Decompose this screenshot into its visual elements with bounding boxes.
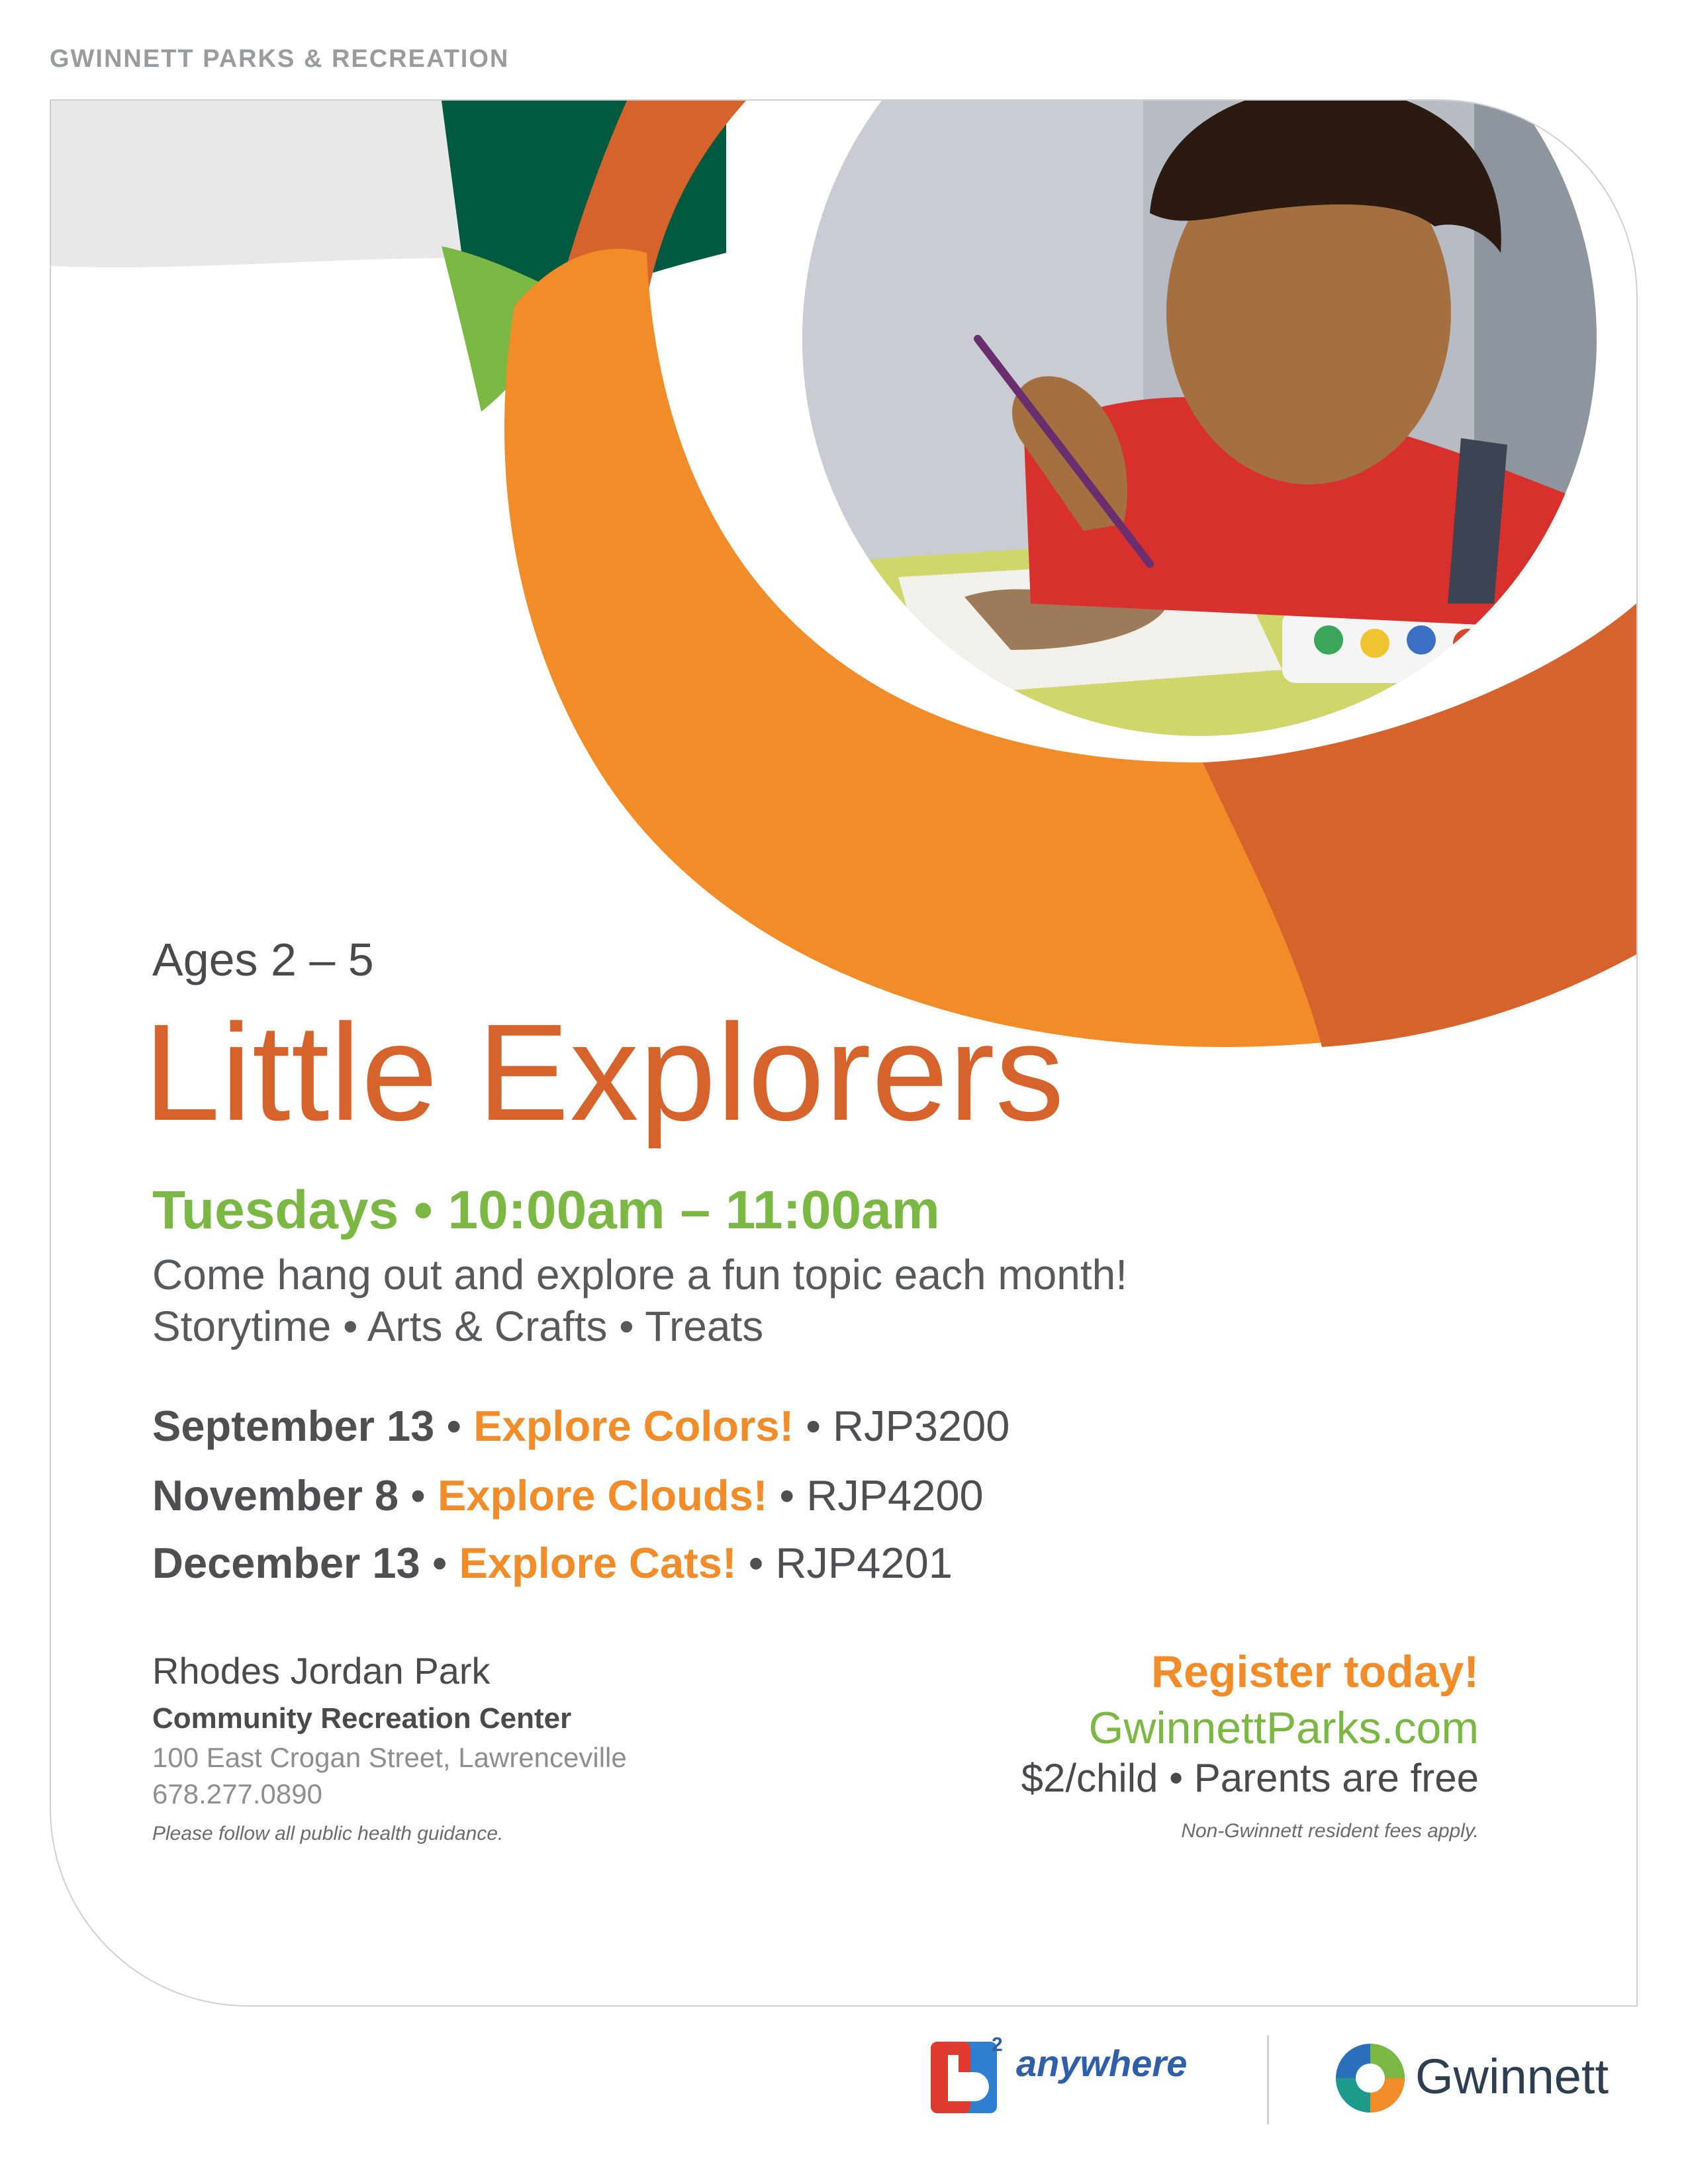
event-date: November 8 bbox=[152, 1471, 399, 1520]
location-address: 100 East Crogan Street, Lawrenceville bbox=[152, 1742, 627, 1773]
location-name: Rhodes Jordan Park bbox=[152, 1650, 491, 1692]
age-range: Ages 2 – 5 bbox=[152, 934, 374, 985]
event-code: RJP3200 bbox=[833, 1402, 1010, 1450]
description-line-2: Storytime • Arts & Crafts • Treats bbox=[152, 1302, 764, 1350]
location-phone: 678.277.0890 bbox=[152, 1778, 322, 1809]
description-line-1: Come hang out and explore a fun topic each month! bbox=[152, 1251, 1127, 1298]
logo-divider bbox=[1267, 2035, 1269, 2124]
partner-logo-text: anywhere bbox=[1016, 2042, 1188, 2084]
event-code: RJP4200 bbox=[806, 1471, 984, 1520]
event-date: December 13 bbox=[152, 1539, 420, 1587]
website-link[interactable]: GwinnettParks.com bbox=[1088, 1703, 1479, 1753]
event-row: December 13 • Explore Cats! • RJP4201 bbox=[152, 1539, 953, 1587]
event-row: September 13 • Explore Colors! • RJP3200 bbox=[152, 1402, 1010, 1450]
program-description bbox=[152, 1249, 1127, 1352]
nonresident-note: Non-Gwinnett resident fees apply. bbox=[1181, 1820, 1479, 1842]
svg-text:2: 2 bbox=[992, 2035, 1003, 2056]
b2-logo-icon bbox=[928, 2035, 1004, 2118]
program-schedule: Tuesdays • 10:00am – 11:00am bbox=[152, 1180, 940, 1240]
child-painting-photo bbox=[799, 101, 1620, 743]
org-label: GWINNETT PARKS & RECREATION bbox=[50, 45, 510, 73]
fees-text: $2/child • Parents are free bbox=[1021, 1756, 1479, 1800]
event-topic: Explore Colors! bbox=[473, 1402, 794, 1450]
gwinnett-logo-icon bbox=[1334, 2042, 1407, 2115]
location-center: Community Recreation Center bbox=[152, 1702, 572, 1735]
event-row: November 8 • Explore Clouds! • RJP4200 bbox=[152, 1471, 984, 1520]
poster-frame bbox=[50, 99, 1638, 2007]
event-date: September 13 bbox=[152, 1402, 435, 1450]
event-code: RJP4201 bbox=[775, 1539, 953, 1587]
program-title: Little Explorers bbox=[144, 996, 1065, 1150]
register-cta: Register today! bbox=[1151, 1647, 1479, 1697]
county-logo-text: Gwinnett bbox=[1415, 2049, 1609, 2104]
event-topic: Explore Cats! bbox=[459, 1539, 737, 1587]
event-topic: Explore Clouds! bbox=[437, 1471, 768, 1520]
health-note: Please follow all public health guidance. bbox=[152, 1823, 504, 1844]
